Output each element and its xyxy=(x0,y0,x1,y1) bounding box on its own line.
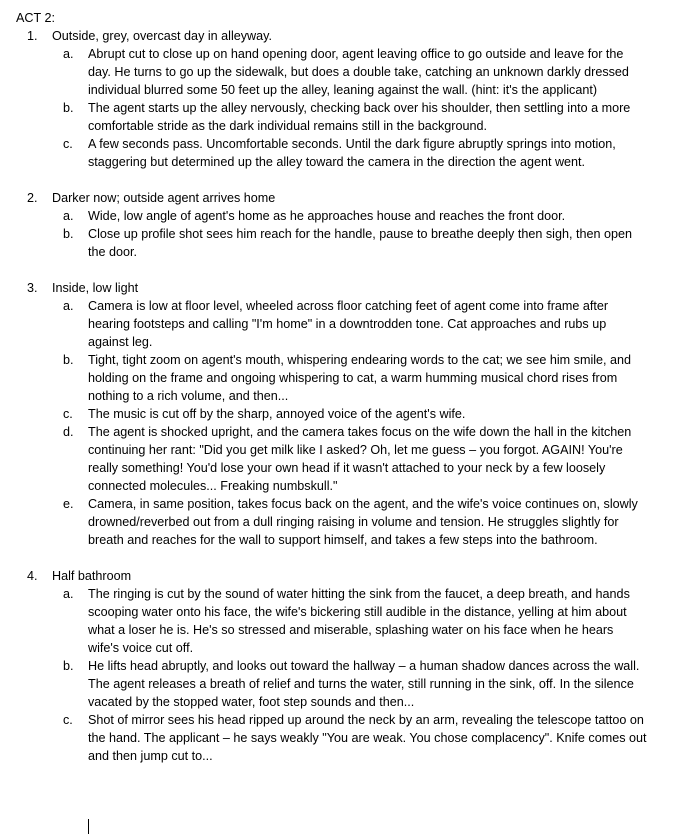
beat-text: Abrupt cut to close up on hand opening door, agent leaving office to go outside and leave for the day. He turns to go up the sidewalk, but does a double take, catching an unknown darkly dressed individual blurred some 50 feet up the alley, leaning against the wall. (hint: it's the applicant) xyxy=(88,47,629,97)
beat-item xyxy=(0,297,691,351)
text-cursor xyxy=(88,819,89,834)
beat-letter: b. xyxy=(63,353,74,367)
beat-text: Shot of mirror sees his head ripped up around the neck by an arm, revealing the telescope tattoo on the hand. The applicant – he says weakly "You are weak. You chose complacency". Knife comes out and then jump cut to... xyxy=(88,713,647,763)
beat-text: He lifts head abruptly, and looks out toward the hallway – a human shadow dances across the wall. The agent releases a breath of relief and turns the water, still running in the sink, off. In the silence vacated by the stopped water, foot step sounds and then... xyxy=(88,659,640,709)
beat-letter: a. xyxy=(63,47,74,61)
beat-text: Wide, low angle of agent's home as he approaches house and reaches the front door. xyxy=(88,209,566,223)
beat-letter: a. xyxy=(63,209,74,223)
scene-number: 3. xyxy=(27,281,38,295)
scene-list xyxy=(0,27,691,765)
scene-heading-text: Half bathroom xyxy=(52,569,132,583)
beat-text: The music is cut off by the sharp, annoyed voice of the agent's wife. xyxy=(88,407,466,421)
beat-item xyxy=(0,585,691,657)
beat-letter: b. xyxy=(63,659,74,673)
scene-2 xyxy=(0,189,691,261)
beat-text: The agent is shocked upright, and the camera takes focus on the wife down the hall in the kitchen continuing her rant: "Did you get milk like I asked? Oh, let me guess – you forgot. AGAIN! You're really something! You'd lose your own head if it wasn't attached to your neck by a few loosely connected molecules... Freaking numbskull." xyxy=(88,425,632,493)
beat-letter: a. xyxy=(63,587,74,601)
scene-4 xyxy=(0,567,691,765)
beat-item xyxy=(0,711,691,765)
scene-heading xyxy=(0,567,691,585)
beat-letter: c. xyxy=(63,407,73,421)
beat-item xyxy=(0,495,691,549)
beat-item xyxy=(0,225,691,261)
scene-number: 4. xyxy=(27,569,38,583)
scene-heading-text: Darker now; outside agent arrives home xyxy=(52,191,276,205)
scene-heading xyxy=(0,189,691,207)
beat-item xyxy=(0,99,691,135)
beat-item xyxy=(0,207,691,225)
scene-heading-text: Outside, grey, overcast day in alleyway. xyxy=(52,29,273,43)
scene-heading xyxy=(0,27,691,45)
beat-text: Tight, tight zoom on agent's mouth, whispering endearing words to the cat; we see him smile, and holding on the frame and ongoing whispering to cat, a warm humming musical chord rises from nothing to a rich volume, and then... xyxy=(88,353,632,403)
scene-number: 1. xyxy=(27,29,38,43)
beat-item xyxy=(0,405,691,423)
scene-number: 2. xyxy=(27,191,38,205)
beat-text: A few seconds pass. Uncomfortable seconds. Until the dark figure abruptly springs into motion, staggering but determined up the alley toward the camera in the direction the agent went. xyxy=(88,137,616,169)
beat-text: Camera is low at floor level, wheeled across floor catching feet of agent come into frame after hearing footsteps and calling "I'm home" in a downtrodden tone. Cat approaches and rubs up against leg. xyxy=(88,299,609,349)
scene-3 xyxy=(0,279,691,549)
beat-letter: c. xyxy=(63,713,73,727)
beat-letter: e. xyxy=(63,497,74,511)
beat-letter: a. xyxy=(63,299,74,313)
beat-letter: d. xyxy=(63,425,74,439)
beat-text: The agent starts up the alley nervously, checking back over his shoulder, then settling into a more comfortable stride as the dark individual remains still in the background. xyxy=(88,101,631,133)
act-title: ACT 2: xyxy=(16,11,55,25)
beat-item xyxy=(0,657,691,711)
beat-item xyxy=(0,423,691,495)
beat-item xyxy=(0,351,691,405)
scene-heading-text: Inside, low light xyxy=(52,281,139,295)
beat-letter: b. xyxy=(63,101,74,115)
scene-1 xyxy=(0,27,691,171)
beat-item xyxy=(0,45,691,99)
beat-item xyxy=(0,135,691,171)
beat-text: Camera, in same position, takes focus back on the agent, and the wife's voice continues on, slowly drowned/reverbed out from a dull ringing raising in volume and tension. He struggles slightly for breath and reaches for the wall to support himself, and takes a few steps into the bathroom. xyxy=(88,497,638,547)
beat-text: The ringing is cut by the sound of water hitting the sink from the faucet, a deep breath, and hands scooping water onto his face, the wife's bickering still audible in the distance, yelling at him about what a loser he is. He's so stressed and miserable, splashing water on his face when he hears wife's voice cut off. xyxy=(88,587,630,655)
beat-letter: b. xyxy=(63,227,74,241)
beat-letter: c. xyxy=(63,137,73,151)
scene-heading xyxy=(0,279,691,297)
beat-text: Close up profile shot sees him reach for the handle, pause to breathe deeply then sigh, then open the door. xyxy=(88,227,632,259)
